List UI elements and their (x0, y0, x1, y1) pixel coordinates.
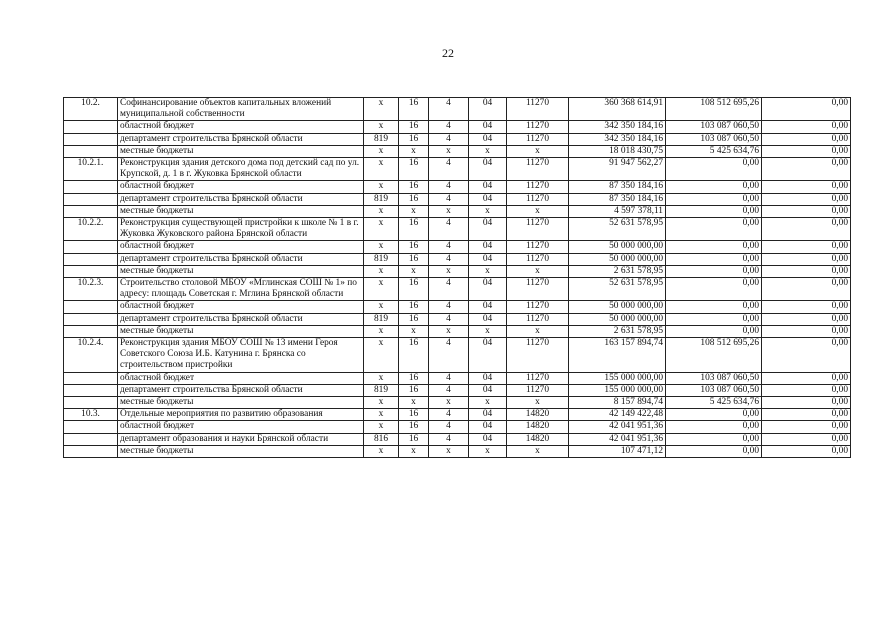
row-direction-code: 11270 (507, 384, 569, 396)
table-row (64, 181, 851, 193)
table-row (64, 409, 851, 421)
row-amount-2: 5 425 634,76 (666, 145, 762, 157)
table-row (64, 313, 851, 325)
row-direction-code: 11270 (507, 372, 569, 384)
row-code (64, 265, 118, 277)
row-amount-1: 87 350 184,16 (569, 193, 666, 205)
row-section-code: x (469, 265, 507, 277)
row-name: Реконструкция здания детского дома под детский сад по ул. Крупской, д. 1 в г. Жуковка Брянской области (118, 158, 364, 181)
row-amount-2: 0,00 (666, 301, 762, 313)
row-amount-1: 4 597 378,11 (569, 205, 666, 217)
row-gov-code: x (364, 218, 399, 241)
row-direction-code: 11270 (507, 181, 569, 193)
row-amount-1: 50 000 000,00 (569, 253, 666, 265)
row-name: областной бюджет (118, 301, 364, 313)
row-amount-2: 0,00 (666, 421, 762, 433)
row-amount-1: 52 631 578,95 (569, 218, 666, 241)
row-amount-1: 42 149 422,48 (569, 409, 666, 421)
row-program-code: x (399, 325, 429, 337)
row-amount-3: 0,00 (762, 301, 851, 313)
row-subprogram-code: 4 (429, 158, 469, 181)
row-amount-3: 0,00 (762, 265, 851, 277)
row-gov-code: x (364, 397, 399, 409)
row-direction-code: 11270 (507, 133, 569, 145)
row-section-code: x (469, 397, 507, 409)
budget-table (63, 97, 851, 458)
row-amount-3: 0,00 (762, 241, 851, 253)
row-section-code: x (469, 325, 507, 337)
row-subprogram-code: x (429, 205, 469, 217)
row-name: Реконструкция существующей пристройки к школе № 1 в г. Жуковка Жуковского района Брянской области (118, 218, 364, 241)
row-gov-code: 819 (364, 313, 399, 325)
row-section-code: 04 (469, 278, 507, 301)
row-amount-1: 50 000 000,00 (569, 301, 666, 313)
row-program-code: x (399, 205, 429, 217)
row-section-code: 04 (469, 313, 507, 325)
row-program-code: 16 (399, 372, 429, 384)
row-code (64, 397, 118, 409)
row-amount-2: 0,00 (666, 158, 762, 181)
row-code (64, 313, 118, 325)
row-direction-code: x (507, 397, 569, 409)
row-amount-2: 0,00 (666, 313, 762, 325)
row-subprogram-code: 4 (429, 241, 469, 253)
row-amount-3: 0,00 (762, 433, 851, 445)
row-amount-2: 103 087 060,50 (666, 133, 762, 145)
row-subprogram-code: 4 (429, 372, 469, 384)
row-program-code: 16 (399, 421, 429, 433)
row-gov-code: x (364, 145, 399, 157)
row-subprogram-code: x (429, 397, 469, 409)
row-name: Строительство столовой МБОУ «Мглинская СОШ № 1» по адресу: площадь Советская г. Мглина Брянской области (118, 278, 364, 301)
row-name: местные бюджеты (118, 325, 364, 337)
table-row (64, 433, 851, 445)
row-section-code: 04 (469, 338, 507, 373)
row-amount-2: 0,00 (666, 433, 762, 445)
row-subprogram-code: x (429, 145, 469, 157)
row-gov-code: x (364, 205, 399, 217)
row-amount-2: 0,00 (666, 205, 762, 217)
row-section-code: x (469, 445, 507, 457)
row-program-code: 16 (399, 384, 429, 396)
row-program-code: 16 (399, 409, 429, 421)
row-amount-1: 342 350 184,16 (569, 133, 666, 145)
row-subprogram-code: 4 (429, 338, 469, 373)
row-amount-2: 0,00 (666, 265, 762, 277)
row-gov-code: x (364, 265, 399, 277)
row-direction-code: x (507, 205, 569, 217)
row-program-code: 16 (399, 158, 429, 181)
row-program-code: x (399, 397, 429, 409)
row-section-code: 04 (469, 121, 507, 133)
row-amount-1: 42 041 951,36 (569, 421, 666, 433)
row-program-code: 16 (399, 218, 429, 241)
row-program-code: 16 (399, 193, 429, 205)
row-program-code: 16 (399, 181, 429, 193)
row-name: департамент строительства Брянской области (118, 193, 364, 205)
row-amount-2: 0,00 (666, 218, 762, 241)
row-name: департамент строительства Брянской области (118, 133, 364, 145)
table-row (64, 265, 851, 277)
row-section-code: 04 (469, 133, 507, 145)
row-gov-code: x (364, 338, 399, 373)
row-program-code: 16 (399, 433, 429, 445)
row-gov-code: x (364, 278, 399, 301)
row-code: 10.2. (64, 98, 118, 121)
page-number: 22 (442, 46, 454, 60)
table-row (64, 301, 851, 313)
row-program-code: 16 (399, 338, 429, 373)
row-subprogram-code: 4 (429, 313, 469, 325)
row-name: Софинансирование объектов капитальных вложений муниципальной собственности (118, 98, 364, 121)
row-code: 10.2.2. (64, 218, 118, 241)
row-section-code: 04 (469, 421, 507, 433)
table-row (64, 145, 851, 157)
row-amount-3: 0,00 (762, 218, 851, 241)
row-program-code: x (399, 265, 429, 277)
row-program-code: 16 (399, 98, 429, 121)
row-amount-2: 103 087 060,50 (666, 121, 762, 133)
row-name: местные бюджеты (118, 145, 364, 157)
row-code (64, 372, 118, 384)
row-amount-2: 0,00 (666, 253, 762, 265)
row-gov-code: x (364, 181, 399, 193)
row-gov-code: 819 (364, 384, 399, 396)
row-amount-2: 103 087 060,50 (666, 384, 762, 396)
row-code (64, 121, 118, 133)
row-code (64, 145, 118, 157)
table-row (64, 445, 851, 457)
table-row (64, 278, 851, 301)
row-subprogram-code: 4 (429, 193, 469, 205)
row-subprogram-code: 4 (429, 98, 469, 121)
row-program-code: 16 (399, 278, 429, 301)
row-program-code: 16 (399, 301, 429, 313)
row-amount-2: 5 425 634,76 (666, 397, 762, 409)
row-amount-3: 0,00 (762, 372, 851, 384)
row-subprogram-code: 4 (429, 433, 469, 445)
table-row (64, 158, 851, 181)
row-name: областной бюджет (118, 421, 364, 433)
row-code (64, 205, 118, 217)
row-amount-2: 0,00 (666, 181, 762, 193)
row-amount-3: 0,00 (762, 133, 851, 145)
row-gov-code: 819 (364, 193, 399, 205)
row-program-code: x (399, 145, 429, 157)
table-row (64, 193, 851, 205)
row-amount-3: 0,00 (762, 278, 851, 301)
row-amount-2: 0,00 (666, 241, 762, 253)
row-section-code: 04 (469, 193, 507, 205)
row-direction-code: 11270 (507, 218, 569, 241)
row-name: областной бюджет (118, 241, 364, 253)
row-gov-code: 819 (364, 253, 399, 265)
row-subprogram-code: x (429, 265, 469, 277)
row-amount-1: 87 350 184,16 (569, 181, 666, 193)
row-amount-3: 0,00 (762, 253, 851, 265)
row-direction-code: 14820 (507, 409, 569, 421)
row-amount-2: 0,00 (666, 409, 762, 421)
row-amount-3: 0,00 (762, 325, 851, 337)
table-row (64, 205, 851, 217)
row-gov-code: 816 (364, 433, 399, 445)
row-direction-code: 11270 (507, 313, 569, 325)
row-code (64, 241, 118, 253)
row-direction-code: 14820 (507, 433, 569, 445)
row-amount-3: 0,00 (762, 384, 851, 396)
row-program-code: 16 (399, 121, 429, 133)
row-amount-2: 0,00 (666, 325, 762, 337)
row-name: местные бюджеты (118, 265, 364, 277)
row-name: департамент строительства Брянской области (118, 384, 364, 396)
row-code (64, 133, 118, 145)
row-direction-code: 11270 (507, 338, 569, 373)
row-amount-3: 0,00 (762, 313, 851, 325)
row-amount-1: 42 041 951,36 (569, 433, 666, 445)
table-row (64, 338, 851, 373)
row-program-code: 16 (399, 133, 429, 145)
row-subprogram-code: 4 (429, 181, 469, 193)
row-code (64, 253, 118, 265)
row-section-code: x (469, 205, 507, 217)
row-direction-code: 11270 (507, 193, 569, 205)
row-amount-2: 0,00 (666, 445, 762, 457)
row-direction-code: 11270 (507, 98, 569, 121)
row-direction-code: 11270 (507, 278, 569, 301)
row-gov-code: x (364, 121, 399, 133)
row-name: департамент строительства Брянской области (118, 253, 364, 265)
row-name: областной бюджет (118, 121, 364, 133)
row-amount-1: 8 157 894,74 (569, 397, 666, 409)
row-code (64, 193, 118, 205)
row-name: местные бюджеты (118, 397, 364, 409)
row-amount-3: 0,00 (762, 421, 851, 433)
row-gov-code: x (364, 241, 399, 253)
row-amount-1: 2 631 578,95 (569, 325, 666, 337)
row-amount-1: 50 000 000,00 (569, 313, 666, 325)
row-subprogram-code: 4 (429, 278, 469, 301)
row-name: местные бюджеты (118, 205, 364, 217)
row-subprogram-code: x (429, 325, 469, 337)
row-program-code: 16 (399, 253, 429, 265)
row-subprogram-code: 4 (429, 301, 469, 313)
row-amount-1: 360 368 614,91 (569, 98, 666, 121)
row-name: Реконструкция здания МБОУ СОШ № 13 имени Героя Советского Союза И.Б. Катунина г. Брянска со строительством пристройки (118, 338, 364, 373)
table-row (64, 218, 851, 241)
row-direction-code: 11270 (507, 121, 569, 133)
row-amount-3: 0,00 (762, 409, 851, 421)
table-row (64, 253, 851, 265)
row-section-code: 04 (469, 241, 507, 253)
row-section-code: 04 (469, 372, 507, 384)
row-gov-code: x (364, 301, 399, 313)
row-gov-code: x (364, 158, 399, 181)
table-row (64, 397, 851, 409)
row-direction-code: x (507, 145, 569, 157)
row-section-code: 04 (469, 253, 507, 265)
row-amount-1: 107 471,12 (569, 445, 666, 457)
row-section-code: 04 (469, 409, 507, 421)
row-gov-code: x (364, 98, 399, 121)
row-subprogram-code: 4 (429, 253, 469, 265)
row-program-code: 16 (399, 313, 429, 325)
row-gov-code: 819 (364, 133, 399, 145)
row-gov-code: x (364, 445, 399, 457)
row-subprogram-code: 4 (429, 218, 469, 241)
row-code (64, 325, 118, 337)
row-code (64, 433, 118, 445)
row-amount-1: 52 631 578,95 (569, 278, 666, 301)
row-direction-code: x (507, 265, 569, 277)
row-amount-1: 91 947 562,27 (569, 158, 666, 181)
row-code (64, 445, 118, 457)
row-direction-code: 11270 (507, 301, 569, 313)
row-amount-3: 0,00 (762, 338, 851, 373)
row-name: областной бюджет (118, 181, 364, 193)
row-amount-3: 0,00 (762, 205, 851, 217)
row-code (64, 384, 118, 396)
row-amount-1: 2 631 578,95 (569, 265, 666, 277)
row-section-code: 04 (469, 218, 507, 241)
row-name: департамент образования и науки Брянской области (118, 433, 364, 445)
row-section-code: 04 (469, 301, 507, 313)
row-code: 10.2.3. (64, 278, 118, 301)
table-row (64, 384, 851, 396)
row-section-code: x (469, 145, 507, 157)
row-amount-3: 0,00 (762, 445, 851, 457)
row-amount-3: 0,00 (762, 121, 851, 133)
row-subprogram-code: 4 (429, 421, 469, 433)
row-amount-2: 108 512 695,26 (666, 98, 762, 121)
row-program-code: 16 (399, 241, 429, 253)
row-amount-2: 0,00 (666, 278, 762, 301)
row-subprogram-code: 4 (429, 409, 469, 421)
row-amount-2: 0,00 (666, 193, 762, 205)
row-amount-1: 50 000 000,00 (569, 241, 666, 253)
table-row (64, 121, 851, 133)
row-code: 10.2.4. (64, 338, 118, 373)
row-amount-1: 155 000 000,00 (569, 372, 666, 384)
row-section-code: 04 (469, 384, 507, 396)
row-section-code: 04 (469, 98, 507, 121)
table-row (64, 98, 851, 121)
row-subprogram-code: 4 (429, 133, 469, 145)
row-direction-code: x (507, 445, 569, 457)
table-row (64, 241, 851, 253)
row-gov-code: x (364, 325, 399, 337)
table-row (64, 372, 851, 384)
row-amount-3: 0,00 (762, 181, 851, 193)
row-amount-2: 103 087 060,50 (666, 372, 762, 384)
row-subprogram-code: 4 (429, 121, 469, 133)
row-code (64, 181, 118, 193)
row-name: областной бюджет (118, 372, 364, 384)
row-amount-3: 0,00 (762, 145, 851, 157)
row-program-code: x (399, 445, 429, 457)
table-row (64, 133, 851, 145)
row-name: департамент строительства Брянской области (118, 313, 364, 325)
row-direction-code: 11270 (507, 241, 569, 253)
row-amount-3: 0,00 (762, 193, 851, 205)
row-amount-3: 0,00 (762, 397, 851, 409)
row-section-code: 04 (469, 433, 507, 445)
table-row (64, 421, 851, 433)
row-direction-code: 11270 (507, 253, 569, 265)
row-subprogram-code: 4 (429, 384, 469, 396)
row-amount-3: 0,00 (762, 158, 851, 181)
row-amount-2: 108 512 695,26 (666, 338, 762, 373)
row-amount-1: 155 000 000,00 (569, 384, 666, 396)
row-code: 10.3. (64, 409, 118, 421)
row-subprogram-code: x (429, 445, 469, 457)
row-section-code: 04 (469, 158, 507, 181)
row-direction-code: 11270 (507, 158, 569, 181)
row-section-code: 04 (469, 181, 507, 193)
row-code: 10.2.1. (64, 158, 118, 181)
row-code (64, 421, 118, 433)
row-gov-code: x (364, 409, 399, 421)
row-amount-3: 0,00 (762, 98, 851, 121)
row-amount-1: 18 018 430,75 (569, 145, 666, 157)
row-gov-code: x (364, 421, 399, 433)
row-name: местные бюджеты (118, 445, 364, 457)
row-direction-code: 14820 (507, 421, 569, 433)
row-code (64, 301, 118, 313)
row-direction-code: x (507, 325, 569, 337)
row-amount-1: 163 157 894,74 (569, 338, 666, 373)
row-amount-1: 342 350 184,16 (569, 121, 666, 133)
row-gov-code: x (364, 372, 399, 384)
row-name: Отдельные мероприятия по развитию образования (118, 409, 364, 421)
table-row (64, 325, 851, 337)
